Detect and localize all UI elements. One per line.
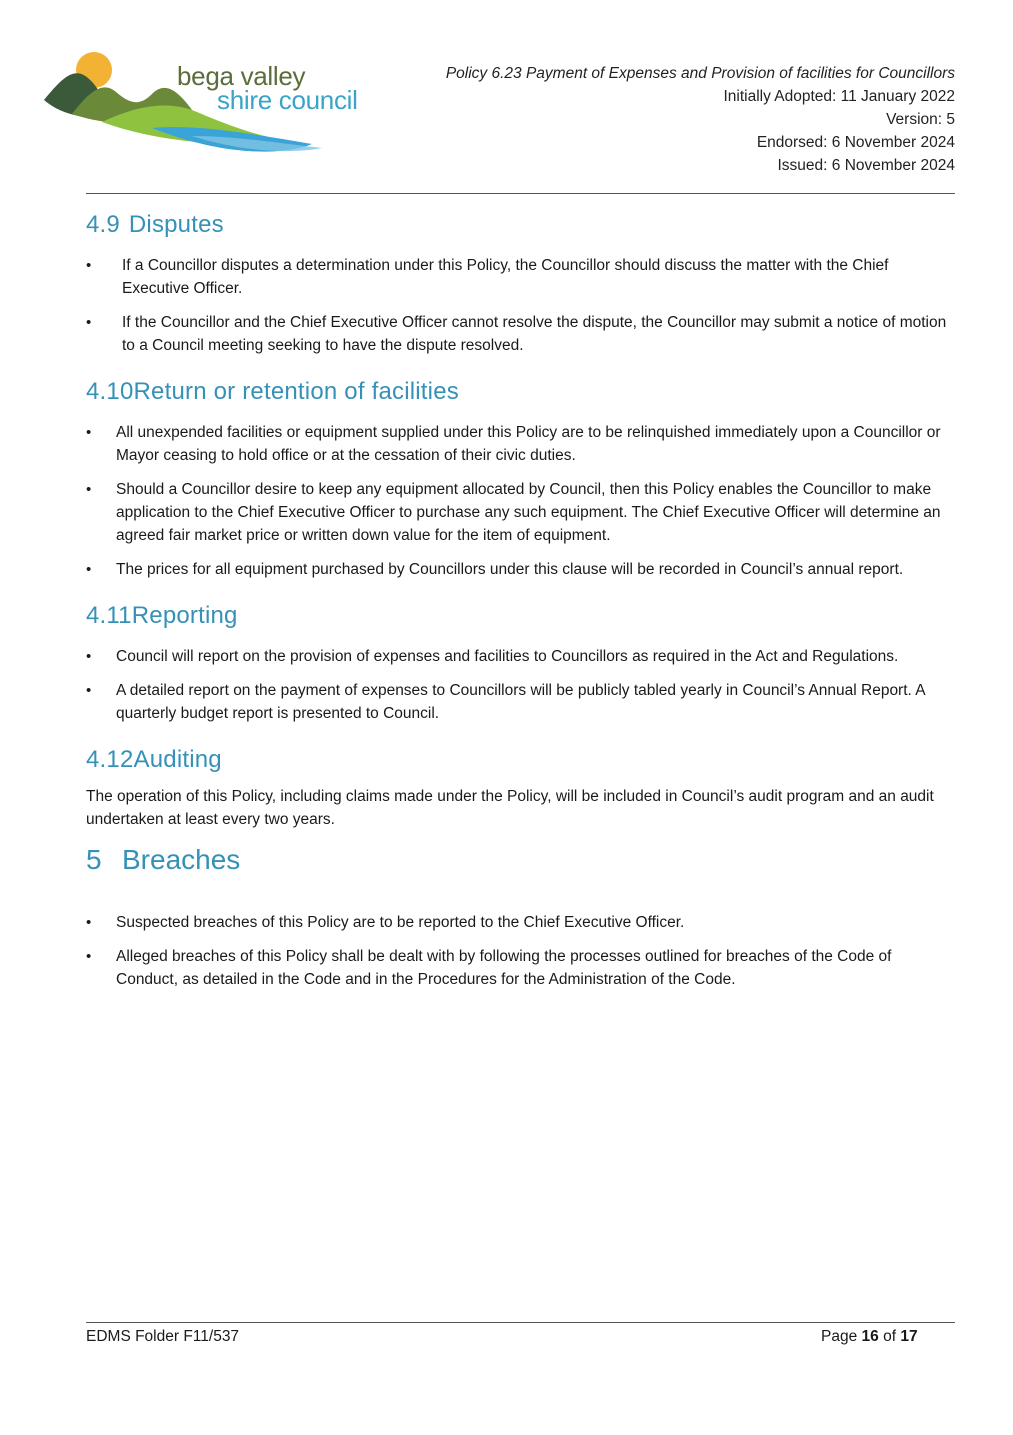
footer-divider xyxy=(86,1322,955,1323)
header-divider xyxy=(86,193,955,194)
page-number: Page 16 of 17 xyxy=(821,1328,918,1345)
breaches-list xyxy=(86,911,956,991)
endorsed-date: Endorsed: 6 November 2024 xyxy=(756,134,955,151)
document-body xyxy=(86,210,956,1002)
list-item: • A detailed report on the payment of expenses to Councillors will be publicly tabled yearly in Council’s Annual Report. A quarterly budget report is presented to Council. xyxy=(86,679,956,725)
list-item: • If the Councillor and the Chief Executive Officer cannot resolve the dispute, the Councillor may submit a notice of motion to a Council meeting seeking to have the dispute resolved. xyxy=(86,311,956,357)
section-heading-4-12: 4.12Auditing xyxy=(86,746,222,773)
logo-text-line1: bega valley xyxy=(177,61,306,91)
issued-date: Issued: 6 November 2024 xyxy=(777,157,955,174)
list-item: • Suspected breaches of this Policy are to be reported to the Chief Executive Officer. xyxy=(86,911,956,934)
section-heading-4-9: 4.9 Disputes xyxy=(86,211,224,238)
reporting-list xyxy=(86,645,956,725)
list-item: • The prices for all equipment purchased by Councillors under this clause will be recorded in Council’s annual report. xyxy=(86,558,956,581)
list-item: • If a Councillor disputes a determination under this Policy, the Councillor should discuss the matter with the Chief Executive Officer. xyxy=(86,254,956,300)
list-item: • Council will report on the provision of expenses and facilities to Councillors as required in the Act and Regulations. xyxy=(86,645,956,668)
list-item: • Should a Councillor desire to keep any equipment allocated by Council, then this Policy enables the Councillor to make application to the Chief Executive Officer to purchase any such equipment. The Chief Executive Officer will determine an agreed fair market price or written down value for the item of equipment. xyxy=(86,478,956,547)
section-heading-4-10: 4.10Return or retention of facilities xyxy=(86,378,459,405)
section-heading-4-11: 4.11Reporting xyxy=(86,602,238,629)
disputes-list xyxy=(86,254,956,357)
facilities-list xyxy=(86,421,956,581)
section-heading-5: 5 Breaches xyxy=(86,844,241,875)
auditing-paragraph: The operation of this Policy, including claims made under the Policy, will be included in Council’s audit program and an audit undertaken at least every two years. xyxy=(86,788,934,828)
document-meta xyxy=(446,62,955,177)
edms-folder: EDMS Folder F11/537 xyxy=(86,1328,240,1345)
list-item: • All unexpended facilities or equipment supplied under this Policy are to be relinquished immediately upon a Councillor or Mayor ceasing to hold office or at the cessation of their civic duties. xyxy=(86,421,956,467)
policy-title: Policy 6.23 Payment of Expenses and Provision of facilities for Councillors xyxy=(445,65,955,82)
adopted-date: Initially Adopted: 11 January 2022 xyxy=(723,88,955,105)
list-item: • Alleged breaches of this Policy shall be dealt with by following the processes outlined for breaches of the Code of Conduct, as detailed in the Code and in the Procedures for the Administration of the Code. xyxy=(86,945,956,991)
council-logo xyxy=(42,48,372,158)
version-label: Version: 5 xyxy=(886,111,955,128)
logo-text-line2: shire council xyxy=(217,85,358,115)
